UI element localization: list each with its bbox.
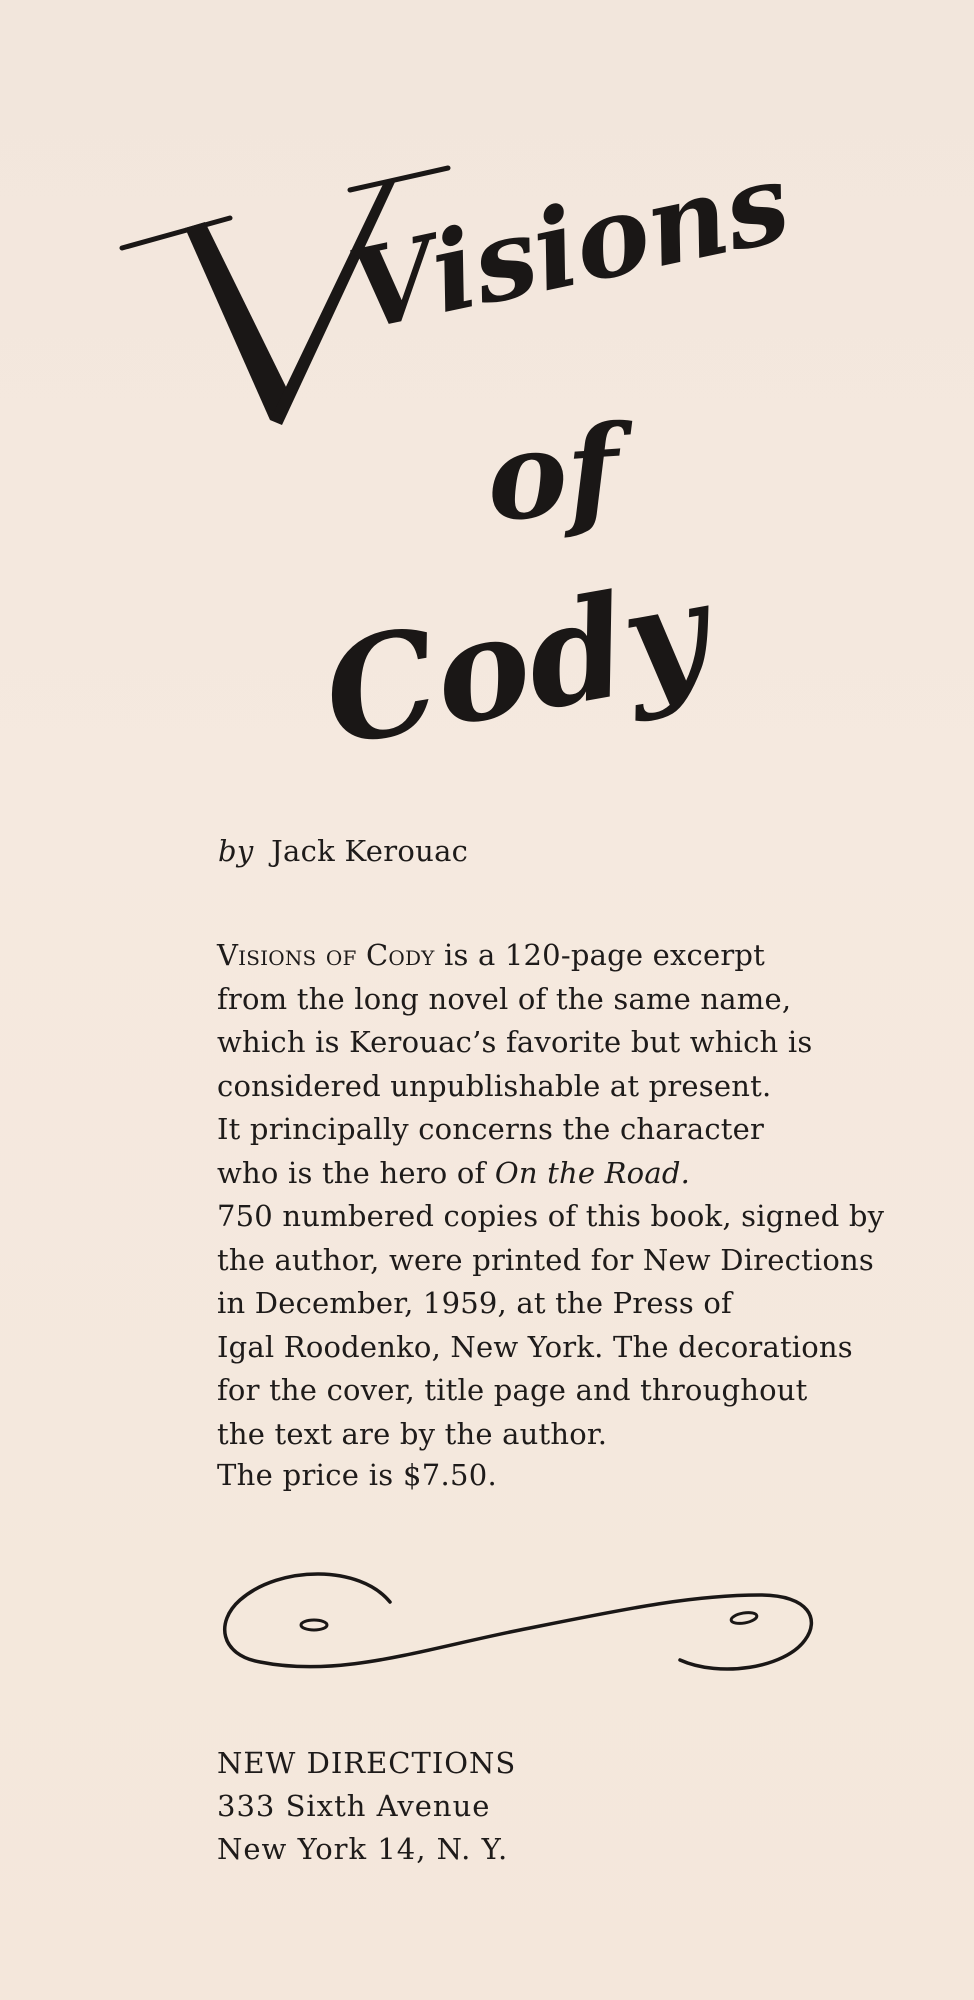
decorative-scroll-ornament <box>220 1560 820 1680</box>
publisher-address <box>217 1742 516 1871</box>
description-line: which is Kerouac’s favorite but which is <box>217 1025 813 1059</box>
description-line: It principally concerns the character <box>217 1112 765 1146</box>
title-word-cody <box>312 549 727 779</box>
on-the-road-title: On the Road. <box>494 1155 691 1190</box>
title-word-visions <box>122 137 800 425</box>
book-title-smallcaps: Visions of Cody <box>217 938 435 972</box>
description-line: from the long novel of the same name, <box>217 981 792 1016</box>
description-line: Igal Roodenko, New York. The decorations <box>217 1329 853 1364</box>
description-line <box>217 934 897 978</box>
publisher-name: NEW DIRECTIONS <box>217 1746 517 1780</box>
title-of-text: of <box>482 399 624 549</box>
publisher-city: New York 14, N. Y. <box>217 1832 509 1866</box>
description-line: 750 numbered copies of this book, signed by <box>217 1199 885 1233</box>
description-line: in December, 1959, at the Press of <box>217 1286 732 1320</box>
description-line: the author, were printed for New Directions <box>217 1242 874 1277</box>
price-text: The price is $7.50. <box>217 1458 498 1492</box>
description-line: considered unpublishable at present. <box>217 1068 772 1103</box>
byline-author: Jack Kerouac <box>271 834 469 868</box>
byline-prefix: by <box>218 834 254 868</box>
description-paragraph <box>217 934 897 1456</box>
description-line: for the cover, title page and throughout <box>217 1373 808 1407</box>
description-line: the text are by the author. <box>217 1416 608 1451</box>
description-line <box>217 1152 897 1196</box>
description-text: who is the hero of <box>217 1155 495 1190</box>
title-cody-text: Cody <box>312 550 720 779</box>
publisher-street: 333 Sixth Avenue <box>217 1789 491 1823</box>
byline <box>218 834 468 868</box>
hand-lettered-title <box>0 0 974 800</box>
title-word-of <box>482 398 641 549</box>
title-visions-text: Visions <box>338 136 800 356</box>
description-text: is a 120-page excerpt <box>434 938 766 972</box>
